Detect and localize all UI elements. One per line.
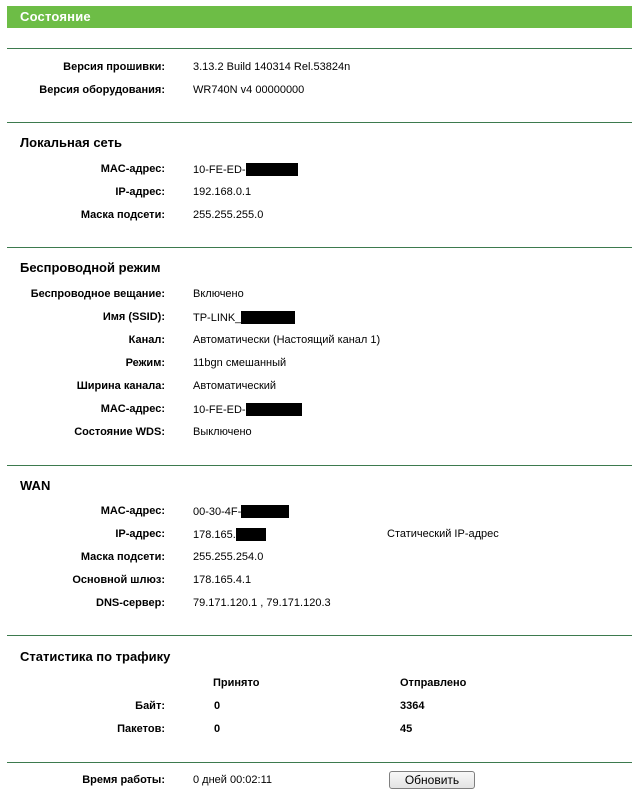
- uptime-value: 0 дней 00:02:11: [193, 774, 272, 786]
- wan-gateway-value: 178.165.4.1: [193, 574, 252, 586]
- page-title: Состояние: [20, 9, 91, 24]
- lan-mask-label: Маска подсети:: [80, 209, 165, 221]
- channel-width-value: Автоматический: [193, 380, 277, 392]
- packets-received-value: 0: [214, 723, 221, 735]
- redaction-bar: [246, 403, 302, 416]
- bytes-received-value: 0: [214, 700, 221, 712]
- traffic-section-title: Статистика по трафику: [20, 649, 171, 664]
- channel-width-label: Ширина канала:: [76, 380, 165, 392]
- bytes-sent-value: 3364: [400, 700, 425, 712]
- lan-ip-value: 192.168.0.1: [193, 186, 252, 198]
- mode-value: 11bgn смешанный: [193, 357, 287, 369]
- divider: [7, 247, 632, 248]
- divider: [7, 465, 632, 466]
- redaction-bar: [241, 311, 295, 324]
- wan-dns-value: 79.171.120.1 , 79.171.120.3: [193, 597, 331, 609]
- wan-ip-type: Статический IP-адрес: [387, 528, 499, 540]
- wireless-broadcast-value: Включено: [193, 288, 244, 300]
- title-bar: [7, 6, 632, 28]
- lan-ip-label: IP-адрес:: [115, 186, 165, 198]
- packets-label: Пакетов:: [117, 723, 165, 735]
- redaction-bar: [241, 505, 289, 518]
- wan-mac-label: MAC-адрес:: [100, 505, 165, 517]
- lan-mac-value: 10-FE-ED-: [193, 163, 298, 176]
- mode-label: Режим:: [125, 357, 165, 369]
- lan-section-title: Локальная сеть: [20, 135, 122, 150]
- redaction-bar: [246, 163, 298, 176]
- ssid-value: TP-LINK_: [193, 311, 295, 324]
- packets-sent-value: 45: [400, 723, 413, 735]
- sent-column-header: Отправлено: [400, 677, 467, 689]
- lan-mask-value: 255.255.255.0: [193, 209, 264, 221]
- redaction-bar: [236, 528, 266, 541]
- hardware-version-value: WR740N v4 00000000: [193, 84, 305, 96]
- wan-gateway-label: Основной шлюз:: [72, 574, 165, 586]
- divider: [7, 122, 632, 123]
- wan-mask-value: 255.255.254.0: [193, 551, 264, 563]
- uptime-label: Время работы:: [82, 774, 165, 786]
- hardware-version-label: Версия оборудования:: [39, 84, 165, 96]
- divider: [7, 762, 632, 763]
- firmware-version-label: Версия прошивки:: [63, 61, 165, 73]
- wan-section-title: WAN: [20, 478, 51, 493]
- wireless-mac-label: MAC-адрес:: [100, 403, 165, 415]
- received-column-header: Принято: [213, 677, 260, 689]
- wan-mac-value: 00-30-4F-: [193, 505, 289, 518]
- wan-ip-label: IP-адрес:: [115, 528, 165, 540]
- wireless-mac-value: 10-FE-ED-: [193, 403, 302, 416]
- wds-status-label: Состояние WDS:: [74, 426, 165, 438]
- bytes-label: Байт:: [135, 700, 165, 712]
- channel-value: Автоматически (Настоящий канал 1): [193, 334, 381, 346]
- divider: [7, 48, 632, 49]
- channel-label: Канал:: [128, 334, 165, 346]
- refresh-button[interactable]: Обновить: [389, 771, 475, 789]
- divider: [7, 635, 632, 636]
- wan-dns-label: DNS-сервер:: [96, 597, 165, 609]
- wireless-broadcast-label: Беспроводное вещание:: [30, 288, 165, 300]
- wan-ip-value: 178.165.: [193, 528, 266, 541]
- lan-mac-label: MAC-адрес:: [100, 163, 165, 175]
- ssid-label: Имя (SSID):: [102, 311, 165, 323]
- wds-status-value: Выключено: [193, 426, 252, 438]
- wireless-section-title: Беспроводной режим: [20, 260, 161, 275]
- firmware-version-value: 3.13.2 Build 140314 Rel.53824n: [193, 61, 351, 73]
- wan-mask-label: Маска подсети:: [80, 551, 165, 563]
